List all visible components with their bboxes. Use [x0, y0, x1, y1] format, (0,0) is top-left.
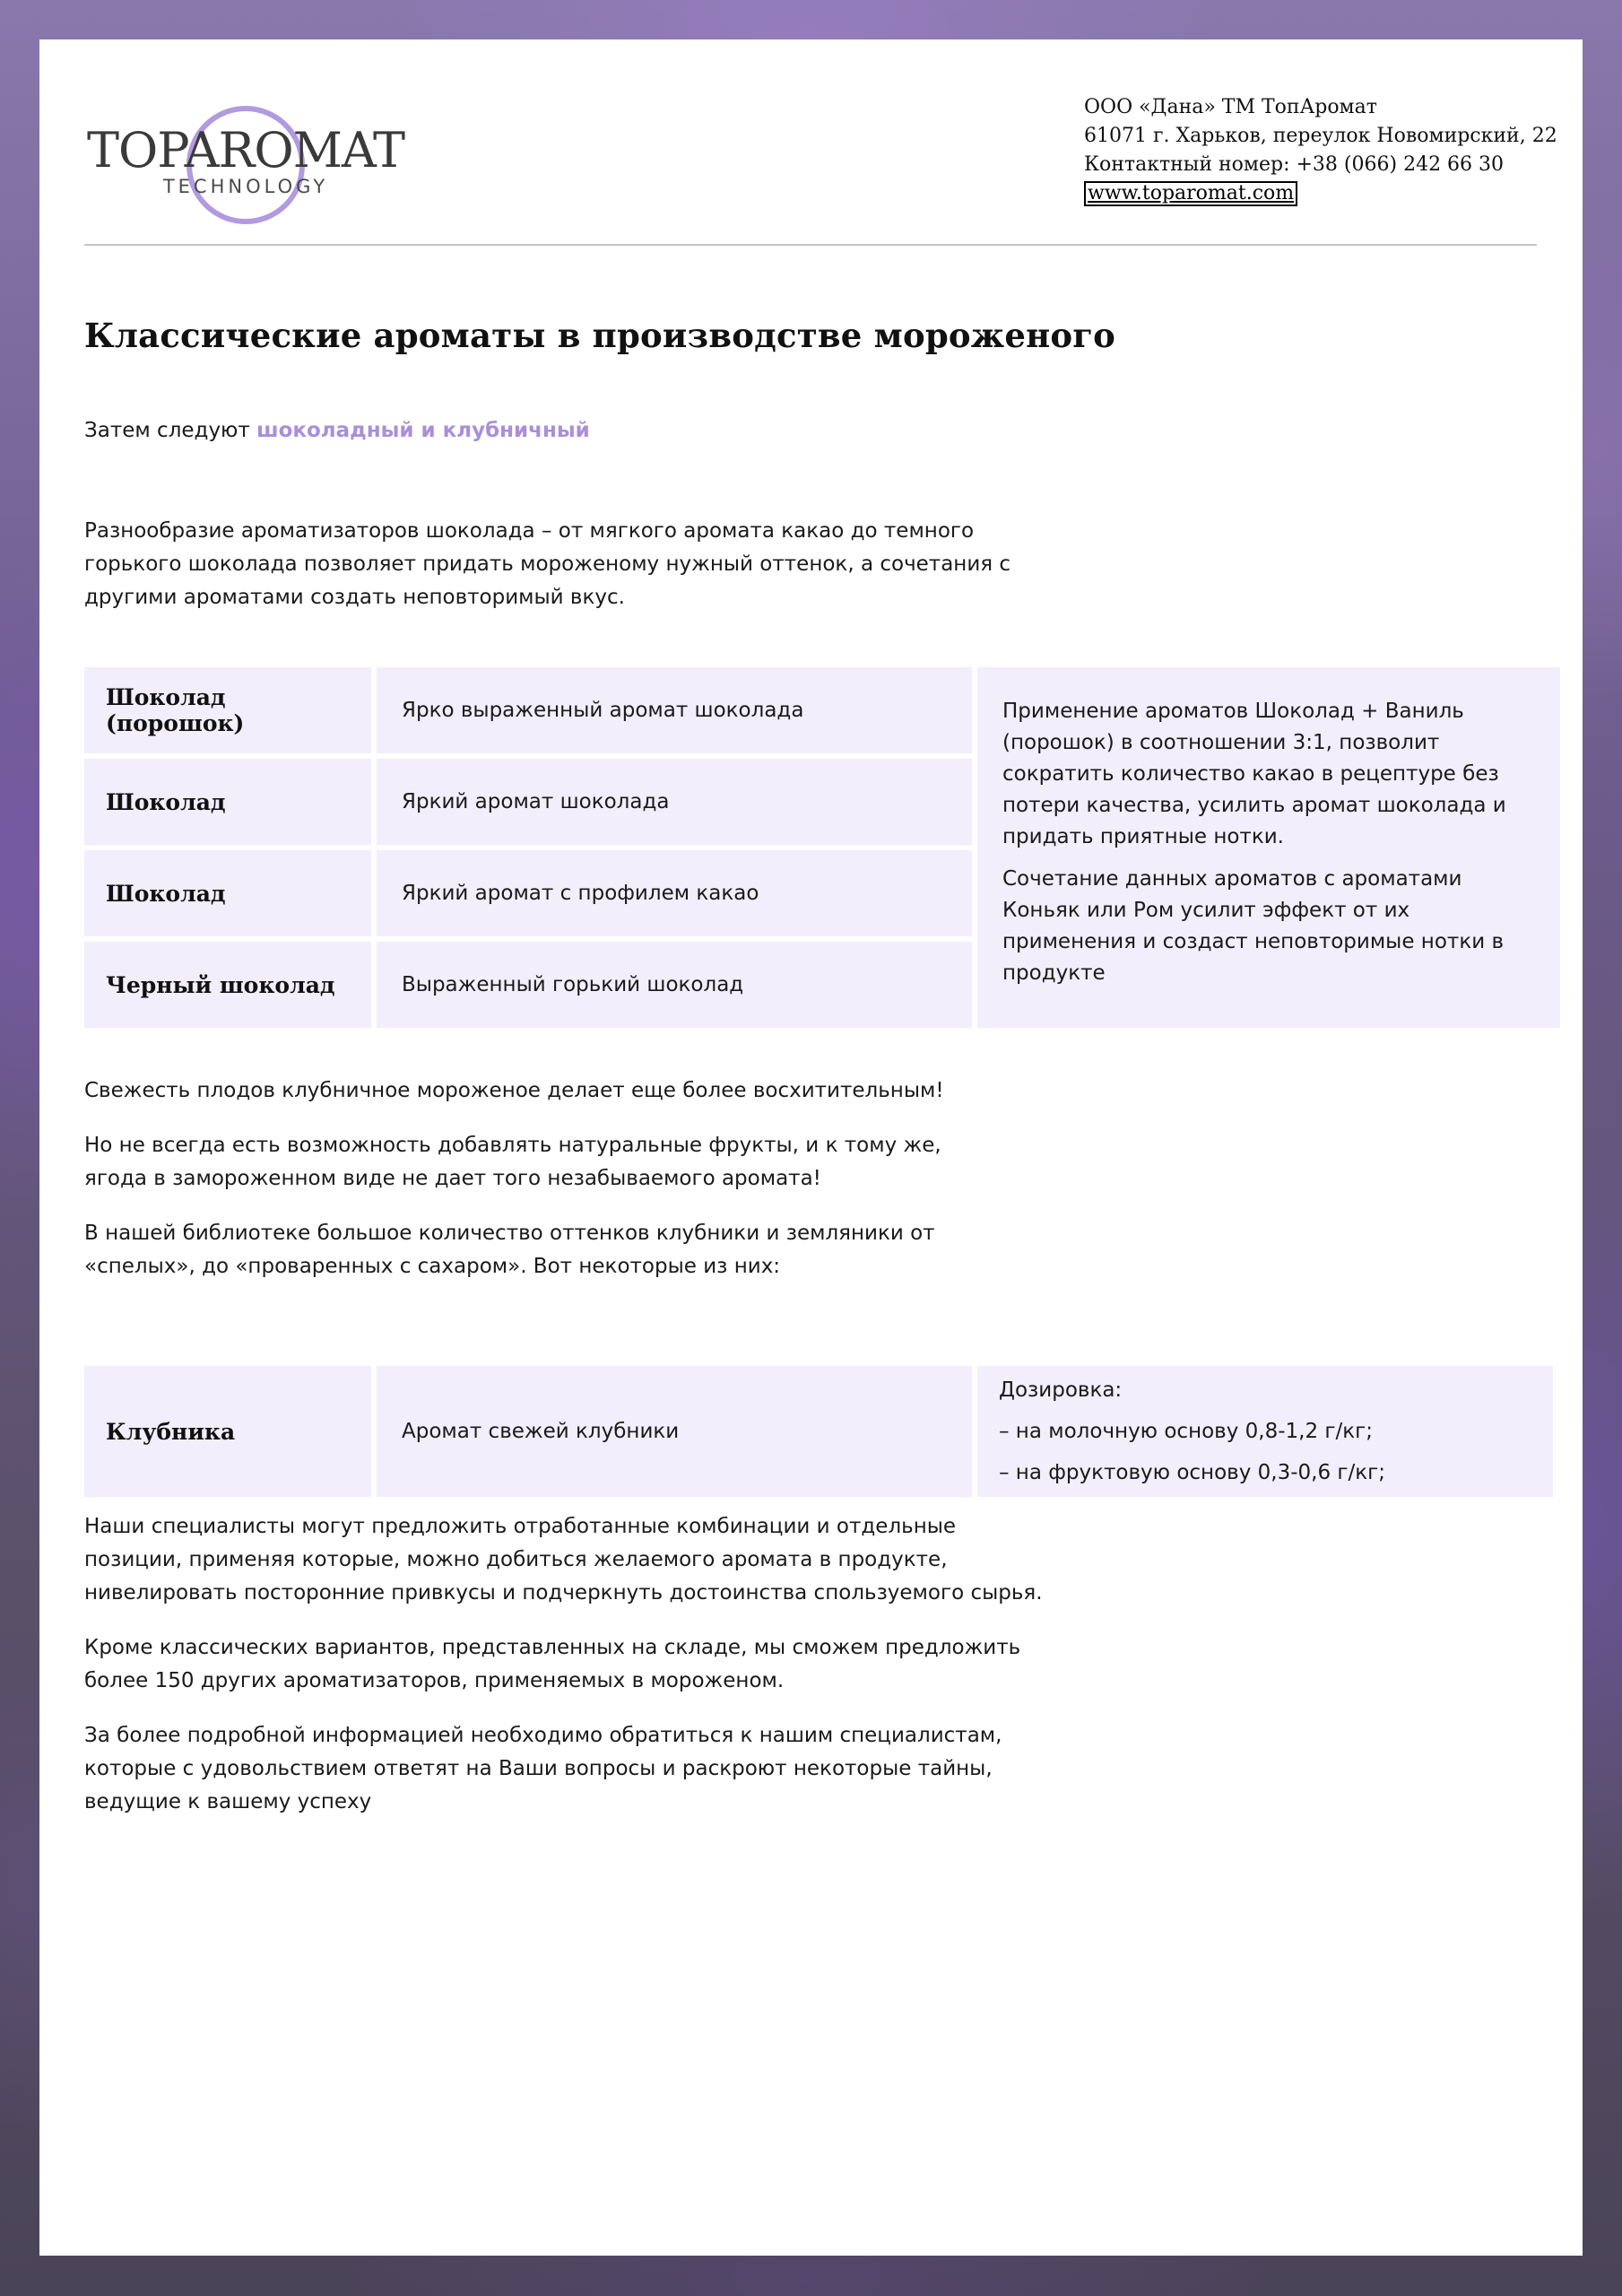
flavor-description: Аромат свежей клубники — [377, 1366, 972, 1497]
closing-paragraph: Кроме классических вариантов, представленных на складе, мы сможем предложить более 150 других ароматизаторов, применяемых в мороженом. — [84, 1636, 1021, 1692]
chocolate-table — [79, 662, 1566, 1033]
intro-paragraph-block — [84, 515, 1017, 636]
dosage-fruit: – на фруктовую основу 0,3-0,6 г/кг; — [999, 1461, 1385, 1484]
strawberry-paragraphs — [84, 1074, 999, 1305]
dosage-title: Дозировка: — [999, 1378, 1123, 1402]
flavor-name: Шоколад — [84, 850, 371, 936]
flavor-name: Шоколад — [84, 759, 371, 845]
company-name: ООО «Дана» ТМ ТопАромат — [1084, 96, 1377, 118]
closing-paragraphs — [84, 1510, 1044, 1840]
company-address: 61071 г. Харьков, переулок Новомирский, 22 — [1084, 125, 1557, 147]
table-row — [84, 1366, 1553, 1497]
lead-highlight: шоколадный и клубничный — [256, 419, 590, 442]
chocolate-usage-note — [977, 667, 1560, 1028]
closing-paragraph: За более подробной информацией необходимо обратиться к нашим специалистам, которые с удовольствием ответят на Ваши вопросы и раскроют некоторые тайны, ведущие к вашему успеху — [84, 1724, 1002, 1813]
flavor-description: Ярко выраженный аромат шоколада — [377, 667, 972, 753]
toparomat-logo-icon — [84, 102, 407, 237]
flavor-name: Клубника — [84, 1366, 371, 1497]
lead-line — [84, 414, 590, 447]
intro-paragraph: Разнообразие ароматизаторов шоколада – от мягкого аромата какао до темного горького шоколада позволяет придать мороженому нужный оттенок, а сочетания с другими ароматами создать неповторимый вкус. — [84, 519, 1011, 609]
lead-prefix: Затем следуют — [84, 419, 257, 442]
closing-paragraph: Наши специалисты могут предложить отработанные комбинации и отдельные позиции, применяя которые, можно добиться желаемого аромата в продукте, нивелировать посторонние привкусы и подчеркнуть достоинства спользуемого сырья. — [84, 1515, 1043, 1605]
flavor-description: Яркий аромат с профилем какао — [377, 850, 972, 936]
contact-block — [1084, 93, 1557, 208]
strawberry-table — [79, 1361, 1558, 1502]
svg-text:TECHNOLOGY: TECHNOLOGY — [162, 176, 329, 197]
header-divider — [84, 244, 1537, 246]
svg-text:TOPAROMAT: TOPAROMAT — [87, 122, 404, 178]
dosage-cell — [977, 1366, 1553, 1497]
company-phone: Контактный номер: +38 (066) 242 66 30 — [1084, 153, 1505, 176]
table-row — [84, 667, 1560, 753]
flavor-description: Выраженный горький шоколад — [377, 942, 972, 1028]
flavor-name: Черный шоколад — [84, 942, 371, 1028]
strawberry-paragraph: В нашей библиотеке большое количество оттенков клубники и земляники от «спелых», до «проваренных с сахаром». Вот некоторые из них: — [84, 1222, 935, 1278]
page-title: Классические ароматы в производстве мороженого — [84, 316, 1115, 355]
usage-note-2: Сочетание данных ароматов с ароматами Коньяк или Ром усилит эффект от их применения и создаст неповторимые нотки в продукте — [1002, 866, 1505, 985]
flavor-name: Шоколад (порошок) — [84, 667, 371, 753]
page-header — [84, 93, 1557, 246]
website-link[interactable]: www.toparomat.com — [1084, 181, 1297, 206]
flavor-description: Яркий аромат шоколада — [377, 759, 972, 845]
usage-note-1: Применение ароматов Шоколад + Ваниль (порошок) в соотношении 3:1, позволит сократить количество какао в рецептуре без потери качества, усилить аромат шоколада и придать приятные нотки. — [1002, 699, 1506, 848]
document-page — [39, 39, 1583, 2256]
strawberry-paragraph: Но не всегда есть возможность добавлять натуральные фрукты, и к тому же, ягода в замороженном виде не дает того незабываемого аромата! — [84, 1134, 941, 1190]
strawberry-paragraph: Свежесть плодов клубничное мороженое делает еще более восхитительным! — [84, 1079, 944, 1102]
company-logo[interactable] — [84, 102, 407, 237]
dosage-milk: – на молочную основу 0,8-1,2 г/кг; — [999, 1420, 1373, 1443]
